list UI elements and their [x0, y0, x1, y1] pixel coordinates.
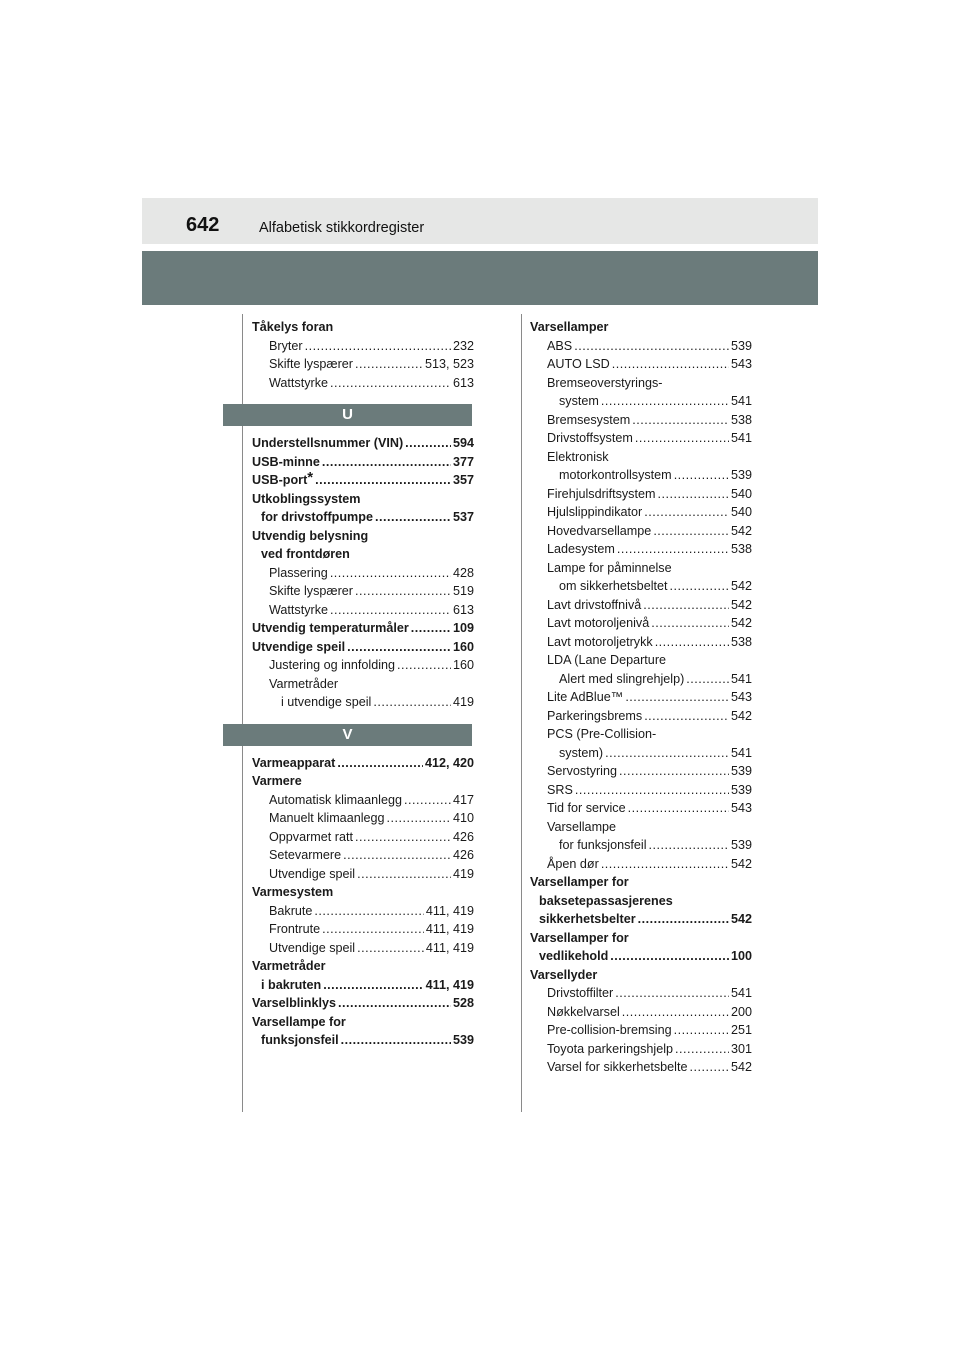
index-entry [252, 865, 474, 884]
index-block-u [252, 434, 474, 712]
index-entry [252, 976, 474, 995]
leader-dots [575, 781, 729, 800]
header-bar [142, 198, 818, 244]
index-term: Wattstyrke [269, 602, 329, 617]
index-term: Lavt motoroljetrykk [547, 634, 653, 649]
leader-dots [601, 392, 729, 411]
index-entry [530, 836, 752, 855]
index-term: Manuelt klimaanlegg [269, 811, 385, 825]
index-term: motorkontrollsystem [559, 468, 672, 482]
page-reference: 519 [452, 584, 474, 598]
leader-dots [315, 471, 451, 490]
leader-dots [674, 1021, 729, 1040]
page-reference: 543 [730, 357, 752, 371]
page-reference: 613 [452, 375, 474, 390]
index-term: USB-minne [252, 454, 320, 469]
index-term: Åpen dør [547, 856, 599, 871]
leader-dots [622, 1003, 729, 1022]
leader-dots [628, 799, 729, 818]
index-term: Skifte lyspærer [269, 357, 353, 371]
page-reference: 160 [452, 639, 474, 654]
page-reference: 539 [730, 764, 752, 778]
page-reference: 513, 523 [424, 357, 474, 371]
index-entry [252, 337, 474, 356]
page-reference: 542 [730, 616, 752, 630]
page-reference: 411, 419 [425, 922, 474, 936]
index-entry [252, 453, 474, 472]
page-reference: 540 [730, 505, 752, 519]
leader-dots [330, 601, 451, 620]
index-term: AUTO LSD [547, 357, 610, 371]
page-reference: 100 [730, 949, 752, 963]
index-term: Automatisk klimaanlegg [269, 792, 402, 807]
index-entry [530, 540, 752, 559]
page-reference: 109 [452, 621, 474, 635]
leader-dots [644, 503, 729, 522]
page-reference: 428 [452, 565, 474, 580]
page-reference: 541 [730, 394, 752, 408]
page-reference: 528 [452, 996, 474, 1010]
index-entry [252, 656, 474, 675]
leader-dots [397, 656, 451, 675]
index-entry: Varsellampe [547, 819, 617, 834]
leader-dots [357, 865, 451, 884]
leader-dots [651, 614, 729, 633]
index-entry: Bremseoverstyrings- [547, 375, 663, 390]
leader-dots [670, 577, 729, 596]
leader-dots [653, 522, 729, 541]
page-reference: 543 [730, 801, 752, 815]
index-entry [252, 754, 474, 773]
page-reference: 541 [730, 745, 752, 760]
leader-dots [305, 337, 451, 356]
index-term: Plassering [269, 565, 328, 580]
page-reference: 419 [452, 866, 474, 881]
index-entry [530, 466, 752, 485]
page-reference: 542 [730, 856, 752, 871]
index-entry [530, 577, 752, 596]
leader-dots [574, 337, 729, 356]
index-entry: Utvendig belysning [252, 528, 369, 543]
index-entry [252, 582, 474, 601]
left-column [252, 318, 474, 1050]
section-header-v: V [223, 724, 472, 746]
index-entry: Varsellamper for [530, 875, 629, 889]
index-term: USB-port* [252, 469, 314, 487]
index-entry [530, 485, 752, 504]
index-entry [530, 984, 752, 1003]
index-term: Skifte lyspærer [269, 584, 353, 598]
leader-dots [355, 355, 423, 374]
index-term: Utvendige speil [269, 940, 356, 955]
index-entry [530, 707, 752, 726]
index-term: funksjonsfeil [261, 1033, 339, 1047]
page-reference: 411, 419 [425, 903, 474, 918]
index-term: Servostyring [547, 764, 617, 778]
index-entry: Varmetråder [252, 959, 326, 973]
page-reference: 537 [452, 510, 474, 524]
page-reference: 613 [452, 602, 474, 617]
leader-dots [330, 564, 451, 583]
leader-dots [323, 976, 423, 995]
leader-dots [657, 485, 729, 504]
index-entry [252, 828, 474, 847]
leader-dots [625, 688, 729, 707]
index-term: Understellsnummer (VIN) [252, 436, 404, 450]
index-entry [252, 601, 474, 620]
index-entry [530, 355, 752, 374]
index-term: Tid for service [547, 801, 626, 815]
leader-dots [373, 693, 451, 712]
index-entry [530, 1003, 752, 1022]
leader-dots [632, 411, 729, 430]
page-reference: 301 [730, 1041, 752, 1056]
index-entry: Varmesystem [252, 885, 334, 899]
left-column-rule [242, 314, 243, 1112]
index-term: i bakruten [261, 977, 322, 992]
index-entry [252, 902, 474, 921]
index-term: Oppvarmet ratt [269, 829, 353, 844]
index-entry [530, 522, 752, 541]
index-term: Ladesystem [547, 542, 615, 556]
index-term: Wattstyrke [269, 375, 329, 390]
index-entry [530, 337, 752, 356]
section-header-u: U [223, 404, 472, 426]
index-term: Nøkkelvarsel [547, 1004, 620, 1019]
index-term: Lite AdBlue™ [547, 690, 624, 704]
index-entry [252, 939, 474, 958]
page-reference: 410 [452, 811, 474, 825]
page-reference: 411, 419 [425, 977, 474, 992]
leader-dots [347, 638, 451, 657]
index-entry [530, 781, 752, 800]
page-reference: 426 [452, 848, 474, 862]
index-term: Utvendige speil [269, 866, 356, 881]
index-term: Lavt motoroljenivå [547, 616, 650, 630]
page-reference: 541 [730, 986, 752, 1000]
page-reference: 542 [730, 912, 752, 926]
page-reference: 542 [730, 579, 752, 593]
index-term: Toyota parkeringshjelp [547, 1041, 674, 1056]
leader-dots [322, 453, 451, 472]
index-entry [252, 994, 474, 1013]
leader-dots [689, 1058, 729, 1077]
index-entry [252, 1031, 474, 1050]
index-term: ABS [547, 338, 573, 353]
index-term: Parkeringsbrems [547, 708, 643, 723]
index-entry: baksetepassasjerenes [539, 893, 673, 908]
index-entry: Lampe for påminnelse [547, 560, 672, 575]
leader-dots [655, 633, 729, 652]
index-entry: Elektronisk [547, 449, 609, 464]
index-entry [252, 434, 474, 453]
index-term: Pre-collision-bremsing [547, 1023, 672, 1037]
index-term: Utvendige speil [252, 639, 346, 654]
index-entry [252, 809, 474, 828]
index-entry [530, 633, 752, 652]
index-entry [530, 670, 752, 689]
page-reference: 538 [730, 542, 752, 556]
index-entry [252, 846, 474, 865]
leader-dots [615, 984, 729, 1003]
index-term: Varmeapparat [252, 755, 336, 770]
page-reference: 538 [730, 634, 752, 649]
index-entry: Tåkelys foran [252, 320, 334, 334]
index-block-t [252, 318, 474, 392]
index-term: Bryter [269, 338, 303, 353]
page-reference: 357 [452, 473, 474, 487]
page-reference: 251 [730, 1023, 752, 1037]
index-entry [530, 596, 752, 615]
index-entry [530, 411, 752, 430]
index-entry [252, 619, 474, 638]
index-entry: ved frontdøren [261, 547, 350, 561]
index-entry [530, 799, 752, 818]
index-entry [530, 744, 752, 763]
leader-dots [330, 374, 451, 393]
index-term: Setevarmere [269, 848, 342, 862]
index-term: Alert med slingrehjelp) [559, 671, 685, 686]
index-entry: PCS (Pre-Collision- [547, 727, 657, 741]
index-entry: Varsellyder [530, 967, 598, 982]
index-term: Hjulslippindikator [547, 505, 643, 519]
index-term: system [559, 394, 599, 408]
index-term: system) [559, 745, 604, 760]
footnote-star: * [307, 469, 314, 486]
page-reference: 539 [730, 838, 752, 852]
page-reference: 541 [730, 671, 752, 686]
page-reference: 412, 420 [424, 755, 474, 770]
leader-dots [617, 540, 729, 559]
page-reference: 594 [452, 436, 474, 450]
page-reference: 539 [452, 1033, 474, 1047]
index-entry [252, 693, 474, 712]
leader-dots [675, 1040, 729, 1059]
index-entry [530, 429, 752, 448]
index-entry [530, 947, 752, 966]
leader-dots [686, 670, 729, 689]
index-entry: Varsellampe for [252, 1014, 346, 1029]
page-reference: 539 [730, 468, 752, 482]
index-term: Utvendig temperaturmåler [252, 621, 409, 635]
page-reference: 542 [730, 597, 752, 612]
index-term: Drivstoffilter [547, 986, 614, 1000]
leader-dots [674, 466, 729, 485]
page-reference: 377 [452, 454, 474, 469]
leader-dots [405, 434, 451, 453]
leader-dots [322, 920, 424, 939]
leader-dots [601, 855, 729, 874]
index-term: i utvendige speil [281, 695, 372, 709]
index-entry: LDA (Lane Departure [547, 653, 667, 667]
page-reference: 542 [730, 708, 752, 723]
leader-dots [337, 754, 423, 773]
index-entry: Varsellamper for [530, 930, 629, 945]
leader-dots [605, 744, 729, 763]
leader-dots [649, 836, 729, 855]
leader-dots [375, 508, 451, 527]
leader-dots [355, 582, 451, 601]
right-column-rule [521, 314, 522, 1112]
leader-dots [644, 707, 729, 726]
index-entry [252, 791, 474, 810]
leader-dots [619, 762, 729, 781]
index-term: Justering og innfolding [269, 658, 396, 672]
leader-dots [638, 910, 729, 929]
index-entry [252, 920, 474, 939]
page-reference: 411, 419 [425, 940, 474, 955]
index-term: vedlikehold [539, 949, 609, 963]
index-entry [252, 564, 474, 583]
index-entry [252, 638, 474, 657]
index-block-v [252, 754, 474, 1050]
index-term: for funksjonsfeil [559, 838, 647, 852]
index-term: Varselblinklys [252, 996, 337, 1010]
index-term: sikkerhetsbelter [539, 912, 636, 926]
index-entry [530, 503, 752, 522]
index-entry [530, 762, 752, 781]
page-reference: 539 [730, 338, 752, 353]
index-term: Bremsesystem [547, 412, 631, 427]
page-reference: 200 [730, 1004, 752, 1019]
page-reference: 539 [730, 782, 752, 797]
index-term: Drivstoffsystem [547, 431, 633, 445]
index-term: Frontrute [269, 922, 321, 936]
page-reference: 541 [730, 431, 752, 445]
right-column [530, 318, 752, 1077]
index-entry: Varsellamper [530, 320, 609, 334]
index-term: Hovedvarsellampe [547, 523, 652, 538]
index-entry [252, 374, 474, 393]
index-entry [530, 1058, 752, 1077]
page-reference: 538 [730, 412, 752, 427]
index-term: om sikkerhetsbeltet [559, 579, 668, 593]
index-entry: Varmere [252, 774, 302, 788]
header-title: Alfabetisk stikkordregister [259, 220, 425, 236]
index-entry: Utkoblingssystem [252, 491, 361, 506]
leader-dots [643, 596, 729, 615]
index-block-varsellamper [530, 318, 752, 1077]
page-reference: 232 [452, 338, 474, 353]
page-reference: 540 [730, 486, 752, 501]
index-entry [252, 508, 474, 527]
leader-dots [404, 791, 451, 810]
index-entry [530, 688, 752, 707]
index-term: Varsel for sikkerhetsbelte [547, 1060, 688, 1074]
leader-dots [610, 947, 729, 966]
index-term: Bakrute [269, 903, 313, 918]
index-entry [530, 910, 752, 929]
leader-dots [387, 809, 451, 828]
index-entry [530, 855, 752, 874]
index-entry: Varmetråder [269, 676, 339, 691]
index-term: for drivstoffpumpe [261, 510, 373, 524]
leader-dots [343, 846, 451, 865]
page-number: 642 [186, 214, 220, 236]
leader-dots [612, 355, 729, 374]
index-entry [252, 355, 474, 374]
index-term: SRS [547, 782, 573, 797]
page-reference: 419 [452, 695, 474, 709]
leader-dots [355, 828, 451, 847]
index-entry [530, 1040, 752, 1059]
page-reference: 543 [730, 690, 752, 704]
leader-dots [338, 994, 451, 1013]
leader-dots [357, 939, 424, 958]
header-band [142, 251, 818, 305]
leader-dots [411, 619, 451, 638]
index-entry [530, 1021, 752, 1040]
index-term: Firehjulsdriftsystem [547, 486, 656, 501]
index-term: Lavt drivstoffnivå [547, 597, 642, 612]
index-entry [530, 392, 752, 411]
page-reference: 417 [452, 792, 474, 807]
leader-dots [314, 902, 424, 921]
page-reference: 160 [452, 658, 474, 672]
page-reference: 426 [452, 829, 474, 844]
index-entry [530, 614, 752, 633]
index-entry [252, 471, 474, 490]
leader-dots [635, 429, 729, 448]
page-reference: 542 [730, 523, 752, 538]
leader-dots [341, 1031, 451, 1050]
page-reference: 542 [730, 1060, 752, 1074]
